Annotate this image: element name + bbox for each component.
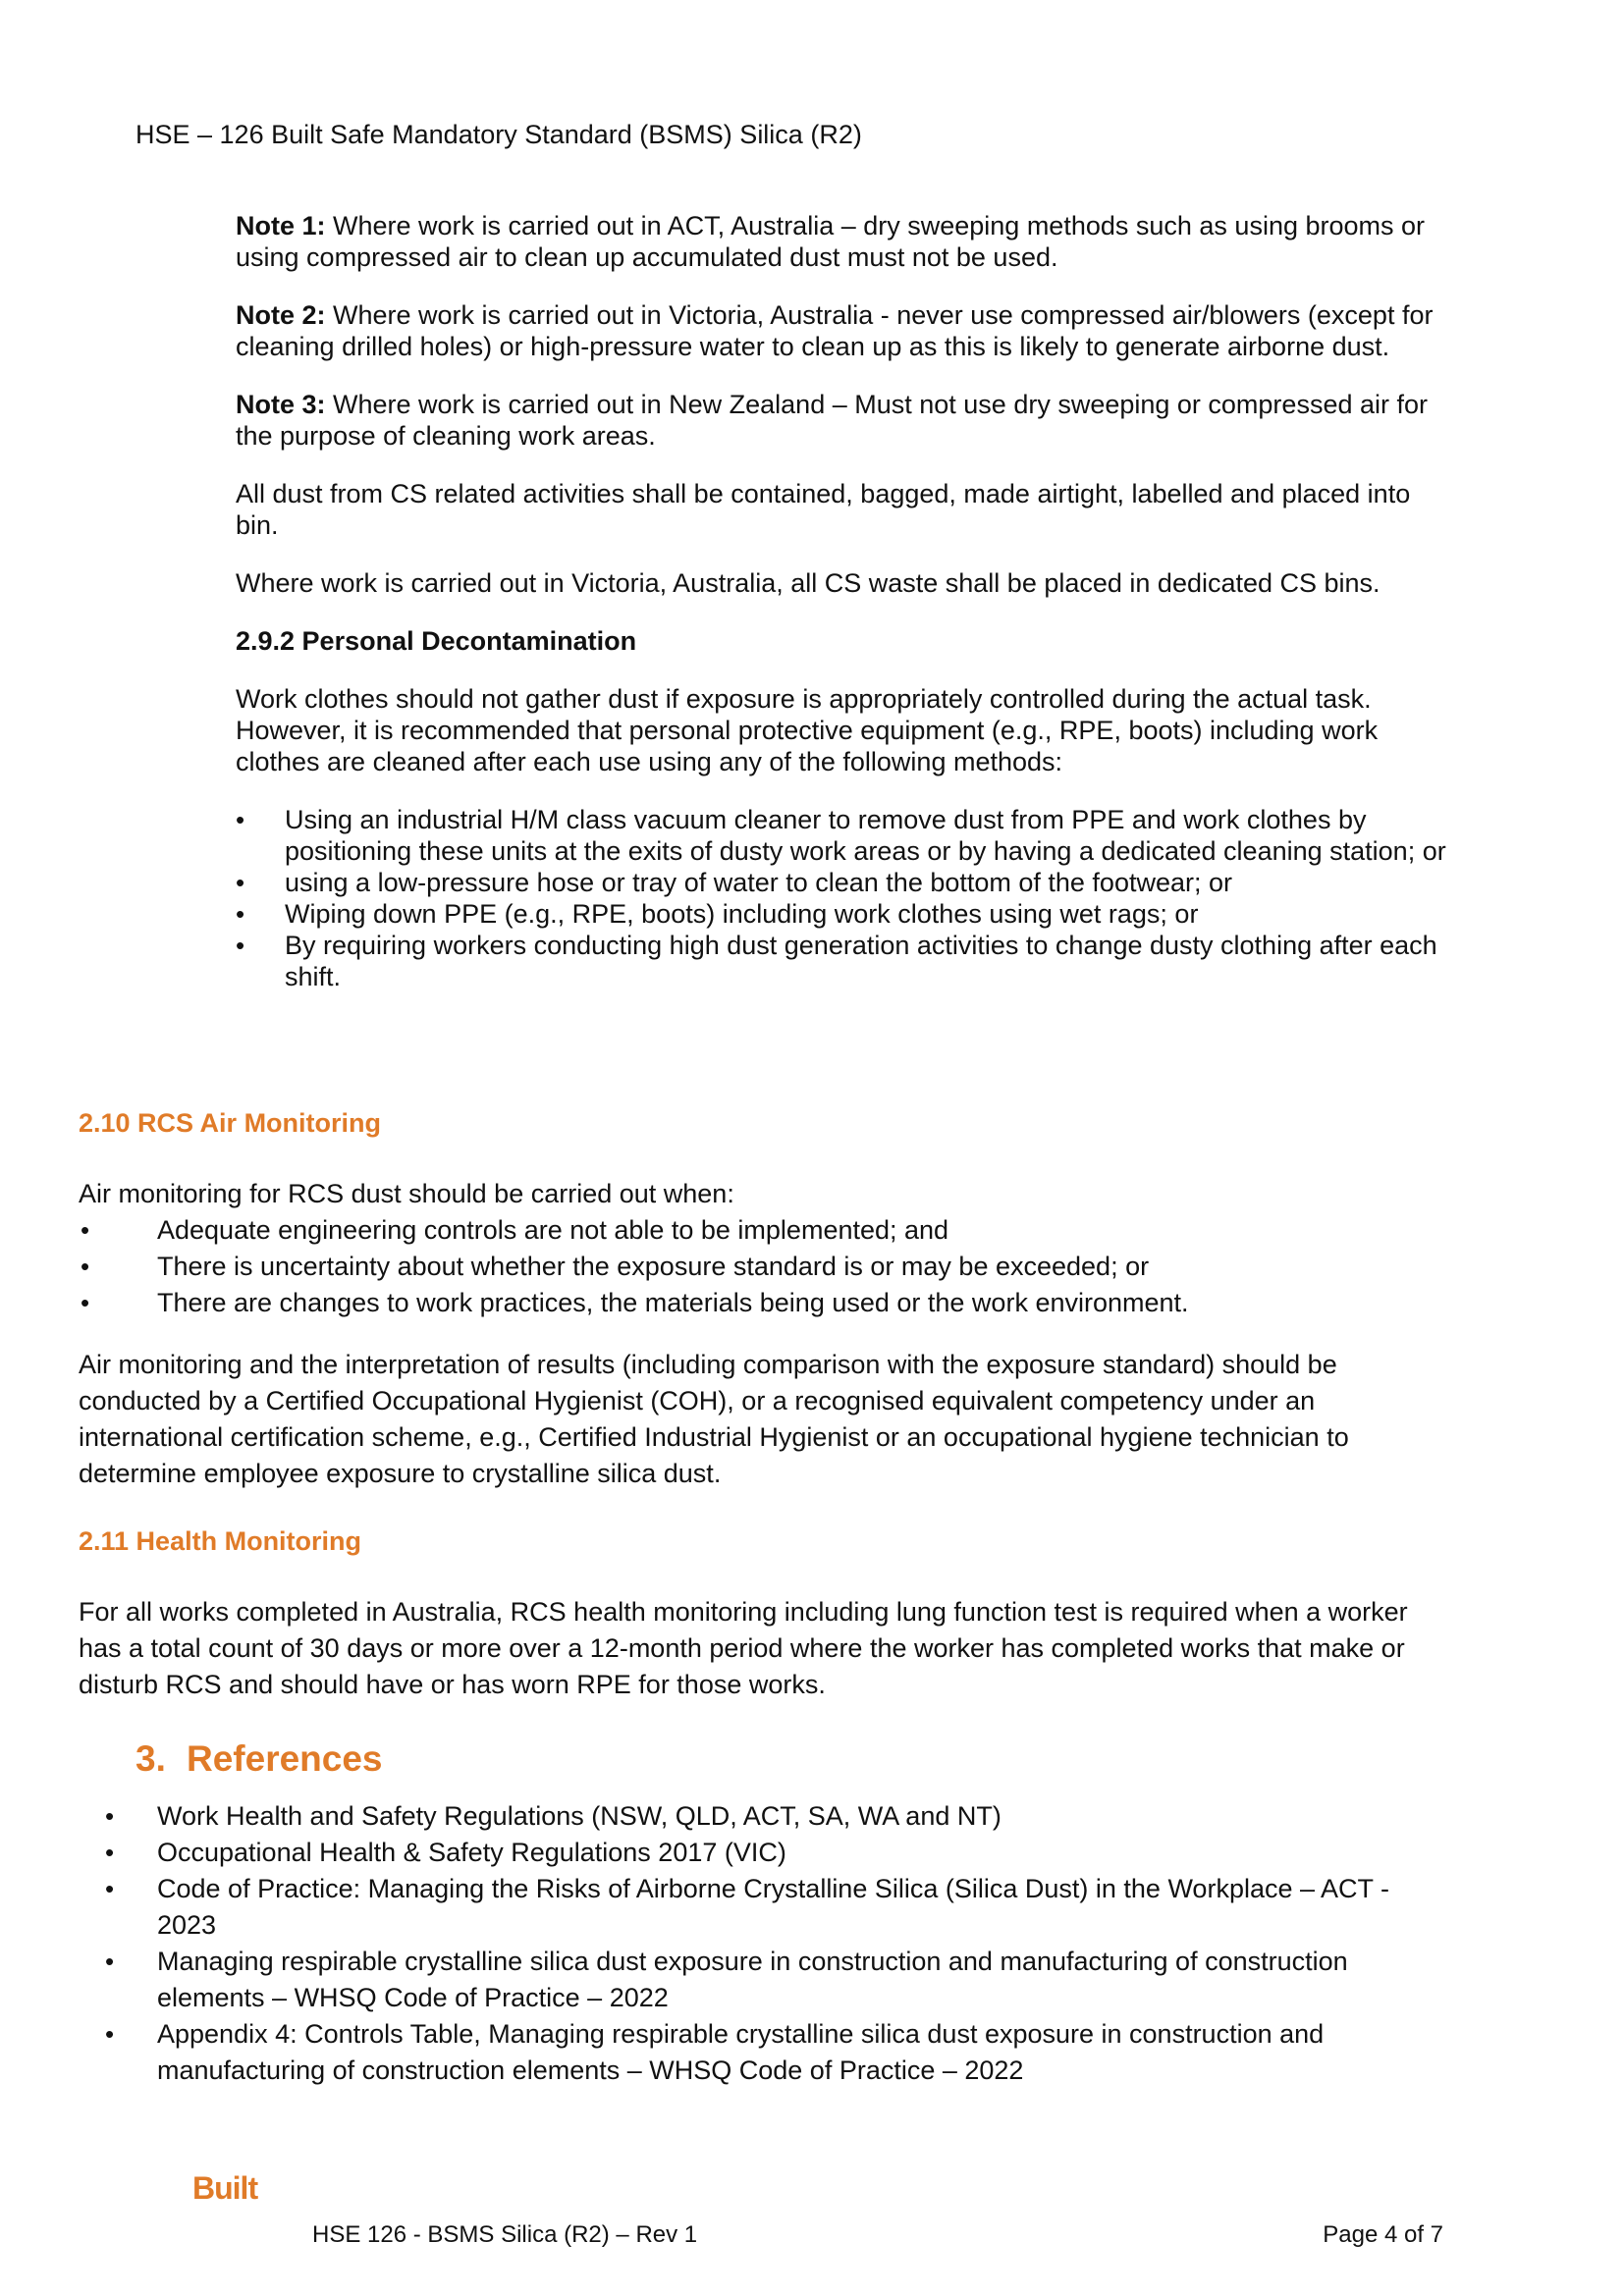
list-item: • Wiping down PPE (e.g., RPE, boots) including work clothes using wet rags; or <box>236 898 1453 930</box>
section-2-11-paragraph: For all works completed in Australia, RCS health monitoring including lung function test is required when a worker has a total count of 30 days or more over a 12-month period where the worker has completed works that make or disturb RCS and should have or has worn RPE for those works. <box>79 1597 1408 1699</box>
note-2 <box>236 299 1453 362</box>
note-2-label: Note 2: <box>236 300 326 330</box>
references-title: References <box>187 1738 383 1779</box>
note-3-label: Note 3: <box>236 390 326 419</box>
list-item: • There are changes to work practices, the materials being used or the work environment. <box>79 1285 1453 1321</box>
built-logo <box>192 2171 261 2205</box>
footer-doc-ref: HSE 126 - BSMS Silica (R2) – Rev 1 <box>312 2221 698 2248</box>
section-2-9-2-intro: Work clothes should not gather dust if exposure is appropriately controlled during the actual task. However, it is recommended that personal protective equipment (e.g., RPE, boots) including work clothes are cleaned after each use using any of the following methods: <box>236 684 1379 776</box>
section-2-11-title: 2.11 Health Monitoring <box>79 1526 362 1556</box>
dust-contained-paragraph: All dust from CS related activities shall be contained, bagged, made airtight, labelled and placed into bin. <box>236 479 1411 540</box>
references-number: 3. <box>135 1738 166 1779</box>
air-monitoring-list <box>79 1212 1453 1321</box>
section-2-11 <box>79 1523 1453 1703</box>
references-list <box>79 1798 1453 2089</box>
note-2-text: Where work is carried out in Victoria, Australia - never use compressed air/blowers (except for cleaning drilled holes) or high-pressure water to clean up as this is likely to generate airborne dust. <box>236 300 1434 361</box>
list-item: • By requiring workers conducting high dust generation activities to change dusty clothing after each shift. <box>236 930 1453 992</box>
note-1-text: Where work is carried out in ACT, Australia – dry sweeping methods such as using brooms or using compressed air to clean up accumulated dust must not be used. <box>236 211 1426 272</box>
section-2-10-title: 2.10 RCS Air Monitoring <box>79 1108 382 1138</box>
decontamination-list <box>236 804 1453 992</box>
list-item: • There is uncertainty about whether the exposure standard is or may be exceeded; or <box>79 1249 1453 1285</box>
references-section <box>79 1798 1453 2089</box>
built-logo-text: Built <box>192 2171 258 2205</box>
list-item: • Adequate engineering controls are not able to be implemented; and <box>79 1212 1453 1249</box>
note-3 <box>236 389 1453 452</box>
section-2-10-intro: Air monitoring for RCS dust should be carried out when: <box>79 1179 734 1208</box>
victoria-bins-paragraph: Where work is carried out in Victoria, Australia, all CS waste shall be placed in dedicated CS bins. <box>236 568 1380 598</box>
note-1-label: Note 1: <box>236 211 326 240</box>
references-heading <box>135 1737 383 1781</box>
section-2-10 <box>79 1105 1453 1492</box>
list-item: • Occupational Health & Safety Regulations 2017 (VIC) <box>79 1835 1453 1871</box>
section-2-10-paragraph: Air monitoring and the interpretation of results (including comparison with the exposure standard) should be conducted by a Certified Occupational Hygienist (COH), or a recognised equivalent competency under an international certification scheme, e.g., Certified Industrial Hygienist or an occupational hygiene technician to determine employee exposure to crystalline silica dust. <box>79 1350 1349 1488</box>
list-item: • Managing respirable crystalline silica dust exposure in construction and manufacturing of construction elements – WHSQ Code of Practice – 2022 <box>79 1944 1453 2016</box>
page-header-title: HSE – 126 Built Safe Mandatory Standard (BSMS) Silica (R2) <box>135 120 862 149</box>
note-1 <box>236 210 1453 273</box>
list-item: • Appendix 4: Controls Table, Managing respirable crystalline silica dust exposure in construction and manufacturing of construction elements – WHSQ Code of Practice – 2022 <box>79 2016 1453 2089</box>
list-item: • Code of Practice: Managing the Risks of Airborne Crystalline Silica (Silica Dust) in the Workplace – ACT - 2023 <box>79 1871 1453 1944</box>
list-item: • using a low-pressure hose or tray of water to clean the bottom of the footwear; or <box>236 867 1453 898</box>
inner-content <box>236 210 1453 992</box>
section-2-9-2-title: 2.9.2 Personal Decontamination <box>236 626 637 656</box>
list-item: • Work Health and Safety Regulations (NSW, QLD, ACT, SA, WA and NT) <box>79 1798 1453 1835</box>
list-item: • Using an industrial H/M class vacuum cleaner to remove dust from PPE and work clothes by positioning these units at the exits of dusty work areas or by having a dedicated cleaning station; or <box>236 804 1453 867</box>
footer-page-number: Page 4 of 7 <box>1323 2221 1443 2248</box>
note-3-text: Where work is carried out in New Zealand – Must not use dry sweeping or compressed air for the purpose of cleaning work areas. <box>236 390 1428 451</box>
